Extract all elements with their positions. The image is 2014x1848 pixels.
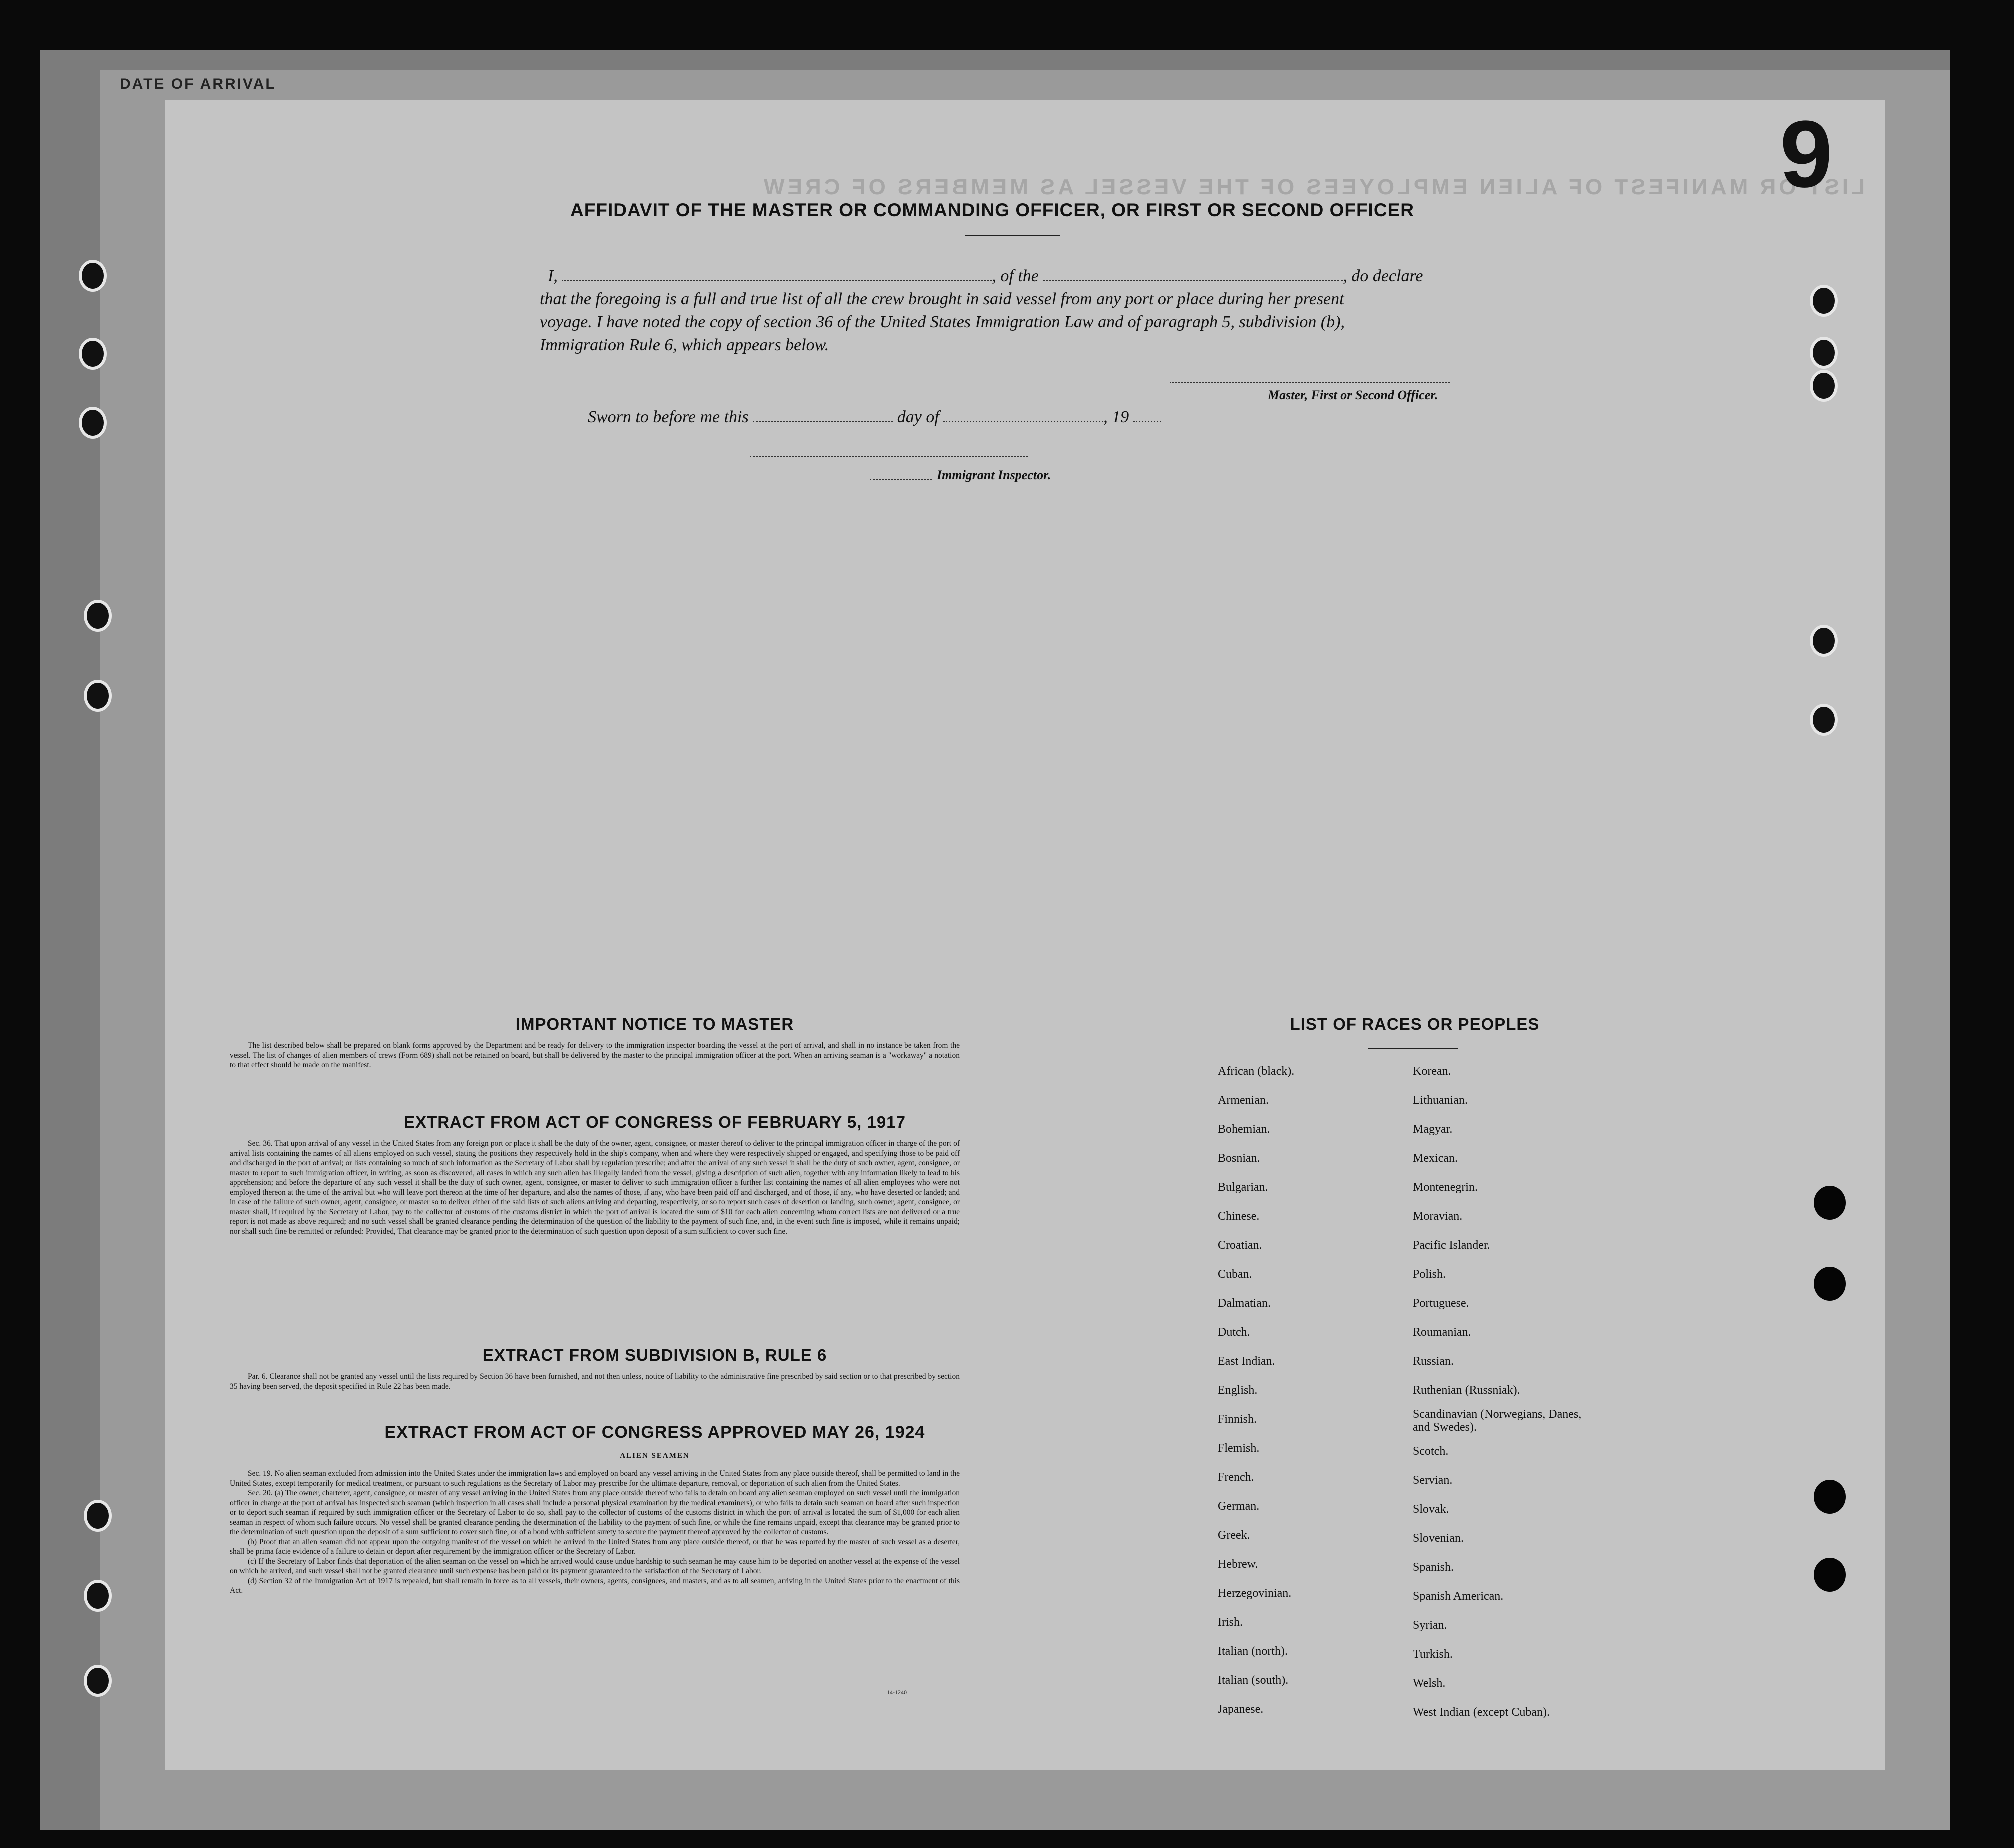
race-item: Italian (south). bbox=[1218, 1674, 1289, 1687]
alien-seamen-subtitle: ALIEN SEAMEN bbox=[620, 1452, 690, 1460]
race-item: Korean. bbox=[1413, 1065, 1452, 1078]
master-signature-line[interactable] bbox=[1170, 382, 1450, 383]
sworn-year: , 19 bbox=[1104, 408, 1130, 426]
races-list-right bbox=[1413, 1057, 1593, 1727]
race-item: Armenian. bbox=[1218, 1094, 1269, 1107]
sworn-day: day of bbox=[897, 408, 940, 426]
race-item: West Indian (except Cuban). bbox=[1413, 1706, 1550, 1719]
sworn-month-blank[interactable] bbox=[944, 407, 1104, 422]
notice-title: IMPORTANT NOTICE TO MASTER bbox=[516, 1015, 794, 1033]
extract-1924-body bbox=[230, 1469, 960, 1596]
race-item: Spanish. bbox=[1413, 1561, 1454, 1574]
sec-20b-paragraph: (b) Proof that an alien seaman did not appear upon the outgoing manifest of the vessel on which he arrived in the United States from any place outside thereof, or that he was reported by the master of such vessel as a deserter, shall be prima facie evidence of a failure to detain or deport after requirement by the immigration officer or the Secretary of Labor. bbox=[230, 1537, 960, 1556]
race-item: French. bbox=[1218, 1471, 1254, 1484]
affidavit-i: I, bbox=[548, 267, 558, 285]
date-of-arrival-label: DATE OF ARRIVAL bbox=[120, 76, 276, 92]
inspector-signature-line[interactable] bbox=[750, 456, 1028, 457]
race-item: Welsh. bbox=[1413, 1677, 1446, 1690]
race-item: Portuguese. bbox=[1413, 1297, 1470, 1310]
punch-hole bbox=[1810, 285, 1838, 317]
race-item: Syrian. bbox=[1413, 1619, 1448, 1632]
sworn-prefix: Sworn to before me this bbox=[588, 408, 749, 426]
race-item: Roumanian. bbox=[1413, 1326, 1472, 1339]
affidavit-line-3: voyage. I have noted the copy of section 36 of the United States Immigration Law and of paragraph 5, subdivision (b), bbox=[540, 313, 1346, 331]
race-item: Croatian. bbox=[1218, 1239, 1262, 1252]
race-item: Greek. bbox=[1218, 1529, 1250, 1542]
name-blank[interactable] bbox=[562, 266, 992, 281]
affidavit-line-4: Immigration Rule 6, which appears below. bbox=[540, 336, 830, 354]
punch-hole bbox=[1814, 1186, 1846, 1220]
title-rule bbox=[965, 235, 1060, 236]
race-item: Scotch. bbox=[1413, 1445, 1449, 1458]
race-item: English. bbox=[1218, 1384, 1258, 1397]
race-item: Italian (north). bbox=[1218, 1645, 1288, 1658]
race-item: Flemish. bbox=[1218, 1442, 1260, 1455]
race-item: Magyar. bbox=[1413, 1123, 1453, 1136]
race-item: Russian. bbox=[1413, 1355, 1454, 1368]
race-item: Mexican. bbox=[1413, 1152, 1458, 1165]
race-item: German. bbox=[1218, 1500, 1260, 1513]
race-item: Montenegrin. bbox=[1413, 1181, 1478, 1194]
race-item: Cuban. bbox=[1218, 1268, 1252, 1281]
race-item: Servian. bbox=[1413, 1474, 1453, 1487]
punch-hole bbox=[79, 338, 107, 370]
punch-hole bbox=[1810, 370, 1838, 402]
affidavit-of-the: , of the bbox=[992, 267, 1039, 285]
inspector-caption: Immigrant Inspector. bbox=[937, 468, 1052, 482]
extract-1924-title: EXTRACT FROM ACT OF CONGRESS APPROVED MAY 26, 1924 bbox=[384, 1423, 926, 1442]
vessel-blank[interactable] bbox=[1043, 266, 1343, 281]
race-item: African (black). bbox=[1218, 1065, 1295, 1078]
race-item: Turkish. bbox=[1413, 1648, 1453, 1661]
sworn-line bbox=[588, 406, 1538, 429]
sworn-day-blank[interactable] bbox=[753, 407, 893, 422]
punch-hole bbox=[84, 600, 112, 632]
sworn-year-blank[interactable] bbox=[1134, 407, 1162, 422]
race-item: Chinese. bbox=[1218, 1210, 1260, 1223]
race-item: Moravian. bbox=[1413, 1210, 1463, 1223]
extract-1917-body: Sec. 36. That upon arrival of any vessel in the United States from any foreign port or place it shall be the duty of the owner, agent, consignee, or master thereof to deliver to the principal immigration officer in charge of the port of arrival lists containing the names of all aliens employed on such vessel, stating the positions they respectively hold in the ship's company, when and where they were respectively shipped or engaged, and specifying those to be paid off and discharged in the port of arrival; or lists containing so much of such information as the Secretary of Labor shall by regulation prescribe; and after the arrival of any such vessel it shall be the duty of such owner, agent, consignee, or master to report to such immigration officer, in writing, as soon as discovered, all cases in which any such alien has illegally landed from the vessel, giving a description of such alien, together with any information likely to lead to his apprehension; and before the departure of any such vessel it shall be the duty of such owner, agent, consignee, or master to deliver to such immigration officer a further list containing the names of all alien employees who were not employed thereon at the time of the arrival but who will leave port thereon at the time of her departure, and also the names of those, if any, who have been paid off and discharged, and of those, if any, who have deserted or landed; and in case of the failure of such owner, agent, consignee, or master so to deliver either of the said lists of such aliens arriving and departing, respectively, or so to report such cases of desertion or landing, such owner, agent, consignee, or master shall, if required by the Secretary of Labor, pay to the collector of customs of the customs district in which the port of arrival is located the sum of $10 for each alien concerning whom correct lists are not delivered or a true report is not made as above required; and no such vessel shall be granted clearance pending the determination of the question of the liability to the payment of such fine, and, in the event such fine is imposed, while it remains unpaid; nor shall such fine be remitted or refunded: Provided, That clearance may be granted prior to the determination of such question upon deposit of a sum sufficient to cover such fine. bbox=[230, 1139, 960, 1236]
race-item: Bohemian. bbox=[1218, 1123, 1270, 1136]
form-number: 14-1240 bbox=[887, 1689, 907, 1696]
sec-20c-paragraph: (c) If the Secretary of Labor finds that deportation of the alien seaman on the vessel on which he arrived would cause undue hardship to such seaman he may cause him to be deported on another vessel at the expense of the vessel on which he arrived, and such vessel shall not be granted clearance until such expense has been paid or its payment guaranteed to the satisfaction of the Secretary of Labor. bbox=[230, 1557, 960, 1575]
race-item: Irish. bbox=[1218, 1616, 1243, 1629]
affidavit-line-2: that the foregoing is a full and true list of all the crew brought in said vessel from any port or place during her present bbox=[540, 290, 1344, 308]
extract-1917-title: EXTRACT FROM ACT OF CONGRESS OF FEBRUARY 5, 1917 bbox=[404, 1113, 906, 1131]
race-item: Slovenian. bbox=[1413, 1532, 1464, 1545]
races-list-left bbox=[1218, 1057, 1294, 1724]
race-item: Scandinavian (Norwegians, Danes, and Swedes). bbox=[1413, 1408, 1582, 1434]
punch-hole bbox=[79, 407, 107, 439]
race-item: Bosnian. bbox=[1218, 1152, 1260, 1165]
page-number: 9 bbox=[1780, 101, 1833, 207]
race-item: East Indian. bbox=[1218, 1355, 1276, 1368]
punch-hole bbox=[84, 1500, 112, 1532]
affidavit-declare: , do declare bbox=[1343, 267, 1424, 285]
race-item: Pacific Islander. bbox=[1413, 1239, 1490, 1252]
race-item: Dutch. bbox=[1218, 1326, 1250, 1339]
races-title: LIST OF RACES OR PEOPLES bbox=[1290, 1015, 1540, 1033]
extract-rule6-title: EXTRACT FROM SUBDIVISION B, RULE 6 bbox=[482, 1346, 828, 1364]
master-caption: Master, First or Second Officer. bbox=[1268, 388, 1438, 402]
race-item: Japanese. bbox=[1218, 1703, 1264, 1716]
affidavit-line-1 bbox=[548, 265, 1498, 288]
punch-hole bbox=[1814, 1480, 1846, 1514]
race-item: Hebrew. bbox=[1218, 1558, 1258, 1571]
race-item: Dalmatian. bbox=[1218, 1297, 1271, 1310]
race-item: Bulgarian. bbox=[1218, 1181, 1268, 1194]
affidavit-title: AFFIDAVIT OF THE MASTER OR COMMANDING OFFICER, OR FIRST OR SECOND OFFICER bbox=[570, 200, 1414, 220]
race-item: Slovak. bbox=[1413, 1503, 1450, 1516]
race-item: Herzegovinian. bbox=[1218, 1587, 1292, 1600]
race-item: Lithuanian. bbox=[1413, 1094, 1468, 1107]
sec-20d-paragraph: (d) Section 32 of the Immigration Act of 1917 is repealed, but shall remain in force as to all vessels, their owners, agents, consignees, and masters, and as to all seamen, arriving in the United States prior to the enactment of this Act. bbox=[230, 1576, 960, 1595]
race-item: Finnish. bbox=[1218, 1413, 1258, 1426]
race-item: Spanish American. bbox=[1413, 1590, 1504, 1603]
punch-hole bbox=[1810, 625, 1838, 657]
race-item: Polish. bbox=[1413, 1268, 1446, 1281]
punch-hole bbox=[84, 1580, 112, 1612]
punch-hole bbox=[1814, 1267, 1846, 1301]
inspector-caption-leader bbox=[870, 479, 932, 480]
punch-hole bbox=[1814, 1558, 1846, 1592]
punch-hole bbox=[79, 260, 107, 292]
extract-rule6-body: Par. 6. Clearance shall not be granted any vessel until the lists required by Section 36 have been furnished, and not then unless, notice of liability to the administrative fine prescribed by said section or to that prescribed by section 35 having been served, the deposit specified in Rule 22 has been made. bbox=[230, 1372, 960, 1391]
sec-19-paragraph: Sec. 19. No alien seaman excluded from admission into the United States under the immigration laws and employed on board any vessel arriving in the United States from any place outside thereof, shall be permitted to land in the United States, except temporarily for medical treatment, or pursuant to such regulations as the Secretary of Labor may prescribe for the ultimate departure, removal, or deportation of such alien from the United States. bbox=[230, 1469, 960, 1488]
race-item: Ruthenian (Russniak). bbox=[1413, 1384, 1520, 1397]
punch-hole bbox=[1810, 704, 1838, 736]
sec-20a-paragraph: Sec. 20. (a) The owner, charterer, agent, consignee, or master of any vessel arriving in the United States from any place outside thereof who fails to detain on board any alien seaman employed on such vessel until the immigration officer in charge at the port of arrival has inspected such seaman (which inspection in all cases shall include a personal physical examination by the medical examiners), or who fails to detain such seaman on board after such inspection or to deport such seaman if required by such immigration officer or the Secretary of Labor to do so, shall pay to the collector of customs of the customs district in which the port of arrival is located the sum of $1,000 for each alien seaman in respect of whom such failure occurs. No vessel shall be granted clearance pending the determination of the liability to the payment of such fine, or while the fine remains unpaid, except that clearance may be granted prior to the determination of such question upon the deposit of a sum sufficient to cover such fine, or of a bond with sufficient surety to secure the payment thereof approved by the collector of customs. bbox=[230, 1489, 960, 1536]
races-rule bbox=[1368, 1048, 1458, 1049]
notice-body: The list described below shall be prepared on blank forms approved by the Department and be ready for delivery to the immigration inspector boarding the vessel at the port of arrival, and shall in no instance be taken from the vessel. The list of changes of alien members of crews (Form 689) shall not be retained on board, but shall be delivered by the master to the principal immigration officer at the port. When an arriving seaman is a "workaway" a notation to that effect should be made on the manifest. bbox=[230, 1041, 960, 1069]
bleed-through-text: LIST OR MANIFEST OF ALIEN EMPLOYEES OF THE VESSEL AS MEMBERS OF CREW bbox=[760, 175, 1865, 199]
punch-hole bbox=[84, 680, 112, 712]
punch-hole bbox=[84, 1665, 112, 1697]
punch-hole bbox=[1810, 337, 1838, 369]
